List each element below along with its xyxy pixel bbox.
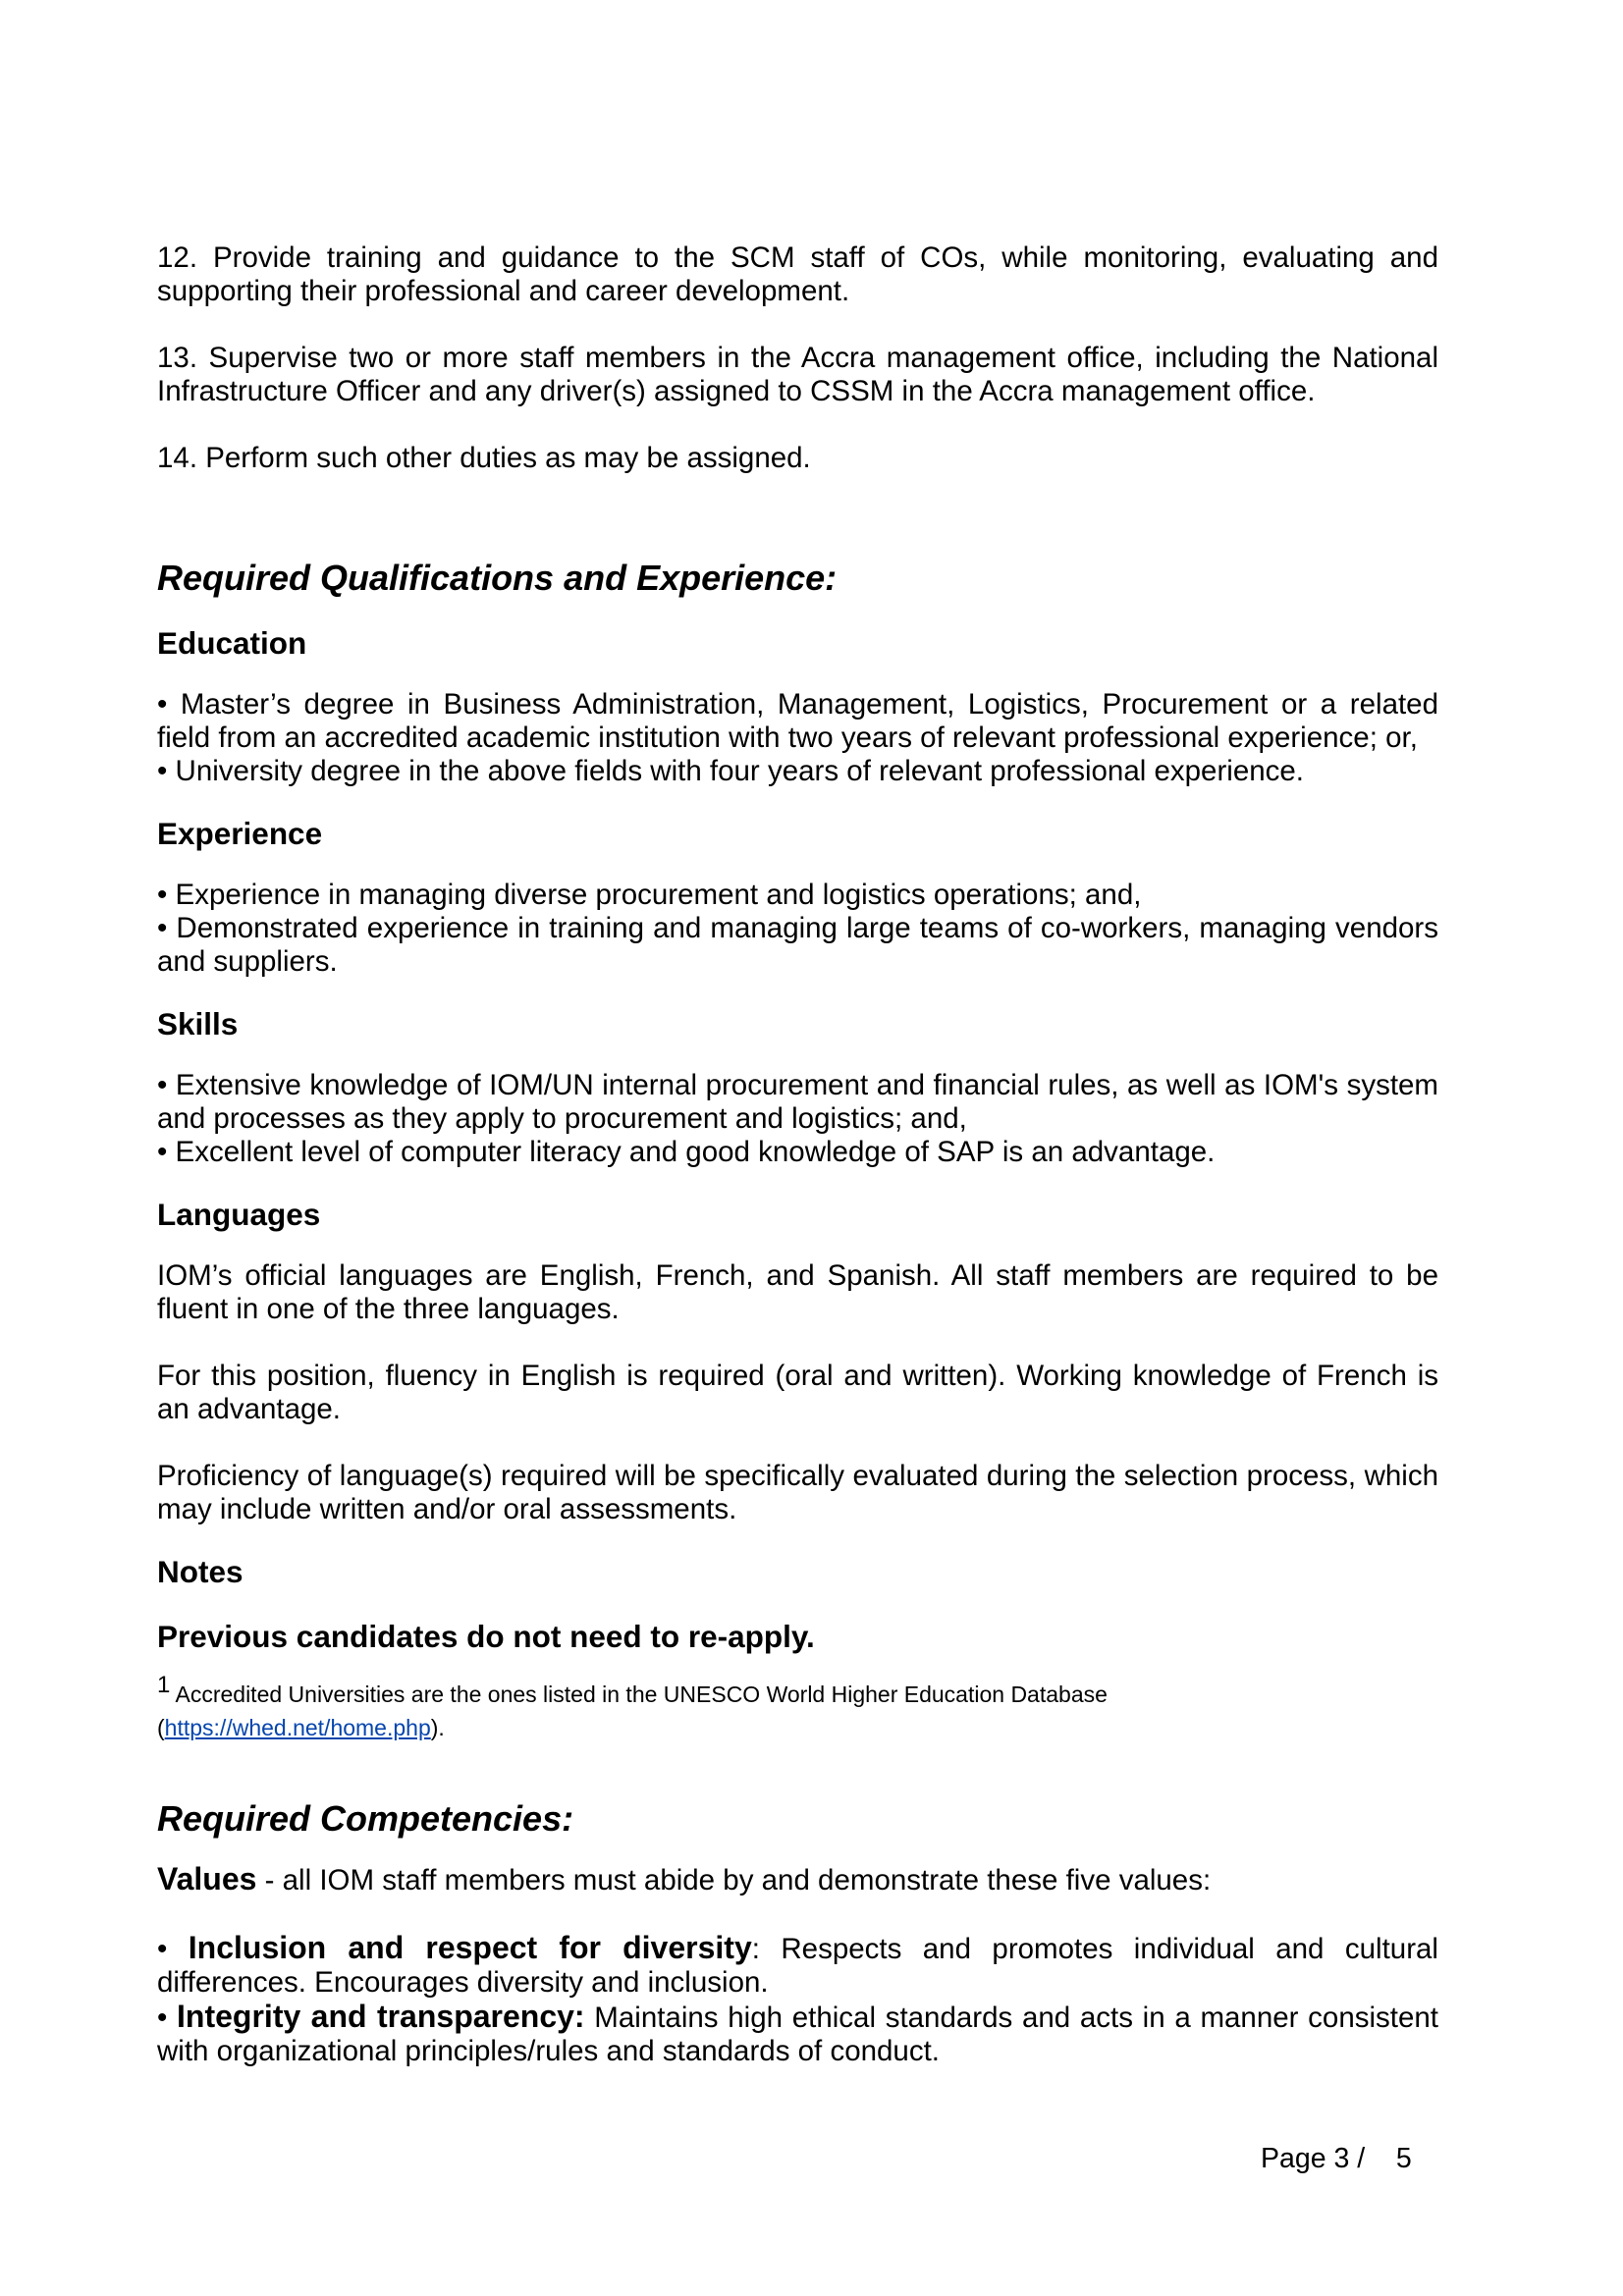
qualifications-heading: Required Qualifications and Experience:	[157, 558, 838, 598]
footnote-marker: 1	[157, 1672, 171, 1698]
languages-paragraph: For this position, fluency in English is required (oral and written). Working knowledge of French is an advantage.	[157, 1360, 1438, 1425]
skills-heading: Skills	[157, 1006, 239, 1041]
duty-item-12: 12. Provide training and guidance to the SCM staff of COs, while monitoring, evaluating and supporting their professional and career development.	[157, 241, 1438, 307]
whed-link[interactable]: https://whed.net/home.php	[164, 1715, 431, 1740]
footnote	[157, 1672, 1438, 1744]
value-item	[157, 1931, 1438, 2000]
footnote-text: Accredited Universities are the ones listed in the UNESCO World Higher Education Database	[170, 1682, 1108, 1707]
experience-heading: Experience	[157, 816, 323, 851]
value-item	[157, 2000, 1438, 2068]
skills-item: • Excellent level of computer literacy and good knowledge of SAP is an advantage.	[157, 1136, 1216, 1168]
value-name: Inclusion and respect for diversity	[188, 1930, 752, 1965]
languages-paragraph: Proficiency of language(s) required will be specifically evaluated during the selection process, which may include written and/or oral assessments.	[157, 1460, 1438, 1525]
notes-bold-line: Previous candidates do not need to re-apply.	[157, 1619, 815, 1654]
education-item: • University degree in the above fields with four years of relevant professional experience.	[157, 755, 1305, 787]
duty-item-13: 13. Supervise two or more staff members in the Accra management office, including the National Infrastructure Officer and any driver(s) assigned to CSSM in the Accra management office.	[157, 342, 1438, 407]
education-item: • Master’s degree in Business Administration, Management, Logistics, Procurement or a related field from an accredited academic institution with two years of relevant professional experience; or,	[157, 688, 1438, 754]
footnote-close: ).	[430, 1715, 445, 1740]
experience-item: • Demonstrated experience in training and managing large teams of co-workers, managing vendors and suppliers.	[157, 912, 1438, 978]
footnote-text-line	[157, 1672, 1438, 1711]
competencies-heading: Required Competencies:	[157, 1798, 574, 1839]
values-label: Values	[157, 1861, 257, 1896]
value-description: Maintains high ethical standards and acts in a manner consistent with organizational principles/rules and standards of conduct.	[157, 2002, 1438, 2067]
education-heading: Education	[157, 625, 307, 661]
value-name: Integrity and transparency:	[177, 1999, 585, 2034]
footnote-open-paren: (	[157, 1715, 165, 1740]
languages-heading: Languages	[157, 1197, 321, 1232]
value-bullet: •	[157, 2002, 178, 2034]
duty-item-14: 14. Perform such other duties as may be assigned.	[157, 442, 811, 474]
page-number: Page 3 / 5	[1261, 2143, 1412, 2174]
values-intro-text: - all IOM staff members must abide by and demonstrate these five values:	[256, 1864, 1212, 1896]
value-description: : Respects and promotes individual and cultural differences. Encourages diversity and inclusion.	[157, 1933, 1438, 1999]
experience-item: • Experience in managing diverse procurement and logistics operations; and,	[157, 879, 1142, 911]
values-intro	[157, 1862, 1438, 1897]
notes-heading: Notes	[157, 1554, 243, 1589]
skills-item: • Extensive knowledge of IOM/UN internal procurement and financial rules, as well as IOM's system and processes as they apply to procurement and logistics; and,	[157, 1069, 1438, 1135]
footnote-link-line	[157, 1711, 1438, 1744]
document-page	[157, 241, 1438, 2068]
value-bullet: •	[157, 1933, 189, 1965]
languages-paragraph: IOM’s official languages are English, French, and Spanish. All staff members are required to be fluent in one of the three languages.	[157, 1259, 1438, 1325]
